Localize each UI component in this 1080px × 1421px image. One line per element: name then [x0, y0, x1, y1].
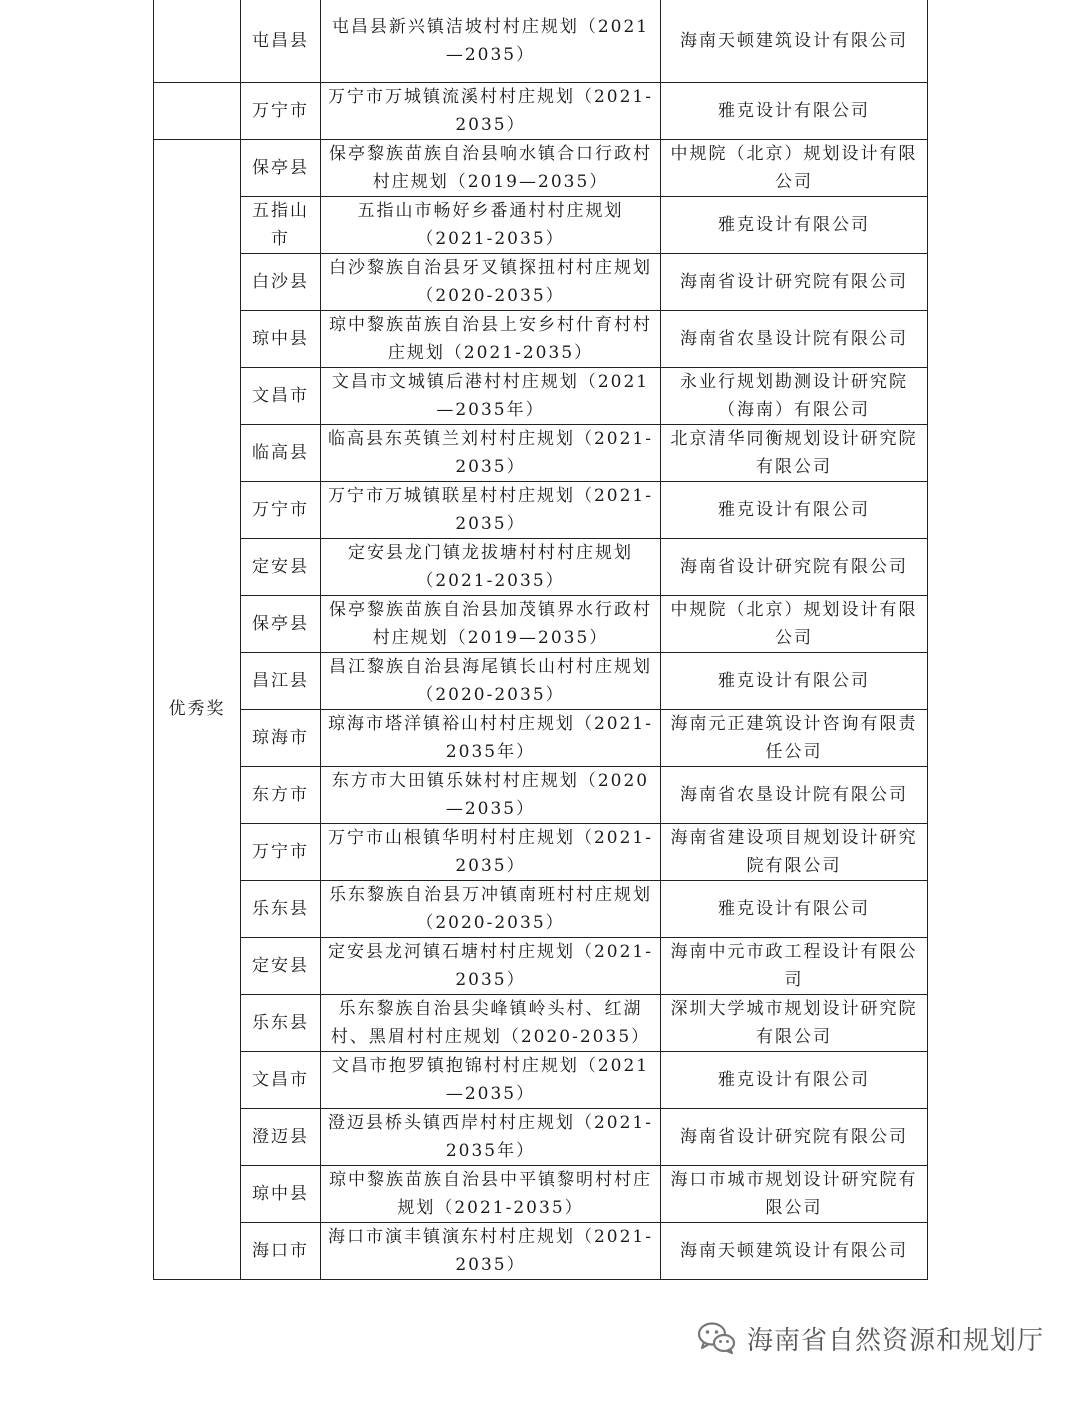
- project-cell: 保亭黎族苗族自治县加茂镇界水行政村村庄规划（2019—2035）: [321, 595, 661, 652]
- project-cell: 文昌市文城镇后港村村庄规划（2021—2035年）: [321, 367, 661, 424]
- county-cell: 昌江县: [241, 652, 321, 709]
- company-cell: 海南省建设项目规划设计研究院有限公司: [661, 823, 928, 880]
- project-cell: 定安县龙门镇龙拔塘村村村庄规划（2021-2035）: [321, 538, 661, 595]
- project-cell: 琼中黎族苗族自治县上安乡村什育村村庄规划（2021-2035）: [321, 310, 661, 367]
- project-cell: 定安县龙河镇石塘村村庄规划（2021-2035）: [321, 937, 661, 994]
- company-cell: 海南省设计研究院有限公司: [661, 1108, 928, 1165]
- county-cell: 琼中县: [241, 1165, 321, 1222]
- county-cell: 定安县: [241, 538, 321, 595]
- project-cell: 文昌市抱罗镇抱锦村村庄规划（2021—2035）: [321, 1051, 661, 1108]
- project-cell: 乐东黎族自治县尖峰镇岭头村、红湖村、黑眉村村庄规划（2020-2035）: [321, 994, 661, 1051]
- county-cell: 东方市: [241, 766, 321, 823]
- wechat-icon: [697, 1321, 737, 1355]
- county-cell: 五指山市: [241, 196, 321, 253]
- project-cell: 保亭黎族苗族自治县响水镇合口行政村村庄规划（2019—2035）: [321, 139, 661, 196]
- table-row: [154, 367, 928, 424]
- table-row: [154, 766, 928, 823]
- county-cell: 乐东县: [241, 880, 321, 937]
- company-cell: 海南中元市政工程设计有限公司: [661, 937, 928, 994]
- table-row: [154, 709, 928, 766]
- company-cell: 海南省农垦设计院有限公司: [661, 310, 928, 367]
- county-cell: 万宁市: [241, 481, 321, 538]
- table-row: [154, 1108, 928, 1165]
- county-cell: 乐东县: [241, 994, 321, 1051]
- award-cell-empty: [154, 82, 241, 139]
- table-row: [154, 1165, 928, 1222]
- company-cell: 北京清华同衡规划设计研究院有限公司: [661, 424, 928, 481]
- company-cell: 雅克设计有限公司: [661, 880, 928, 937]
- county-cell: 临高县: [241, 424, 321, 481]
- table-row: [154, 880, 928, 937]
- company-cell: 海南省设计研究院有限公司: [661, 253, 928, 310]
- award-cell-empty: [154, 0, 241, 82]
- county-cell: 保亭县: [241, 595, 321, 652]
- table-row: [154, 937, 928, 994]
- table-row: [154, 1051, 928, 1108]
- table-row: [154, 310, 928, 367]
- county-cell: 白沙县: [241, 253, 321, 310]
- table-row: [154, 82, 928, 139]
- table-row: [154, 196, 928, 253]
- project-cell: 东方市大田镇乐妹村村庄规划（2020—2035）: [321, 766, 661, 823]
- company-cell: 海南省农垦设计院有限公司: [661, 766, 928, 823]
- county-cell: 琼海市: [241, 709, 321, 766]
- project-cell: 万宁市山根镇华明村村庄规划（2021-2035）: [321, 823, 661, 880]
- table-row: [154, 481, 928, 538]
- project-cell: 琼海市塔洋镇裕山村村庄规划（2021-2035年）: [321, 709, 661, 766]
- project-cell: 琼中黎族苗族自治县中平镇黎明村村庄规划（2021-2035）: [321, 1165, 661, 1222]
- project-cell: 屯昌县新兴镇洁坡村村庄规划（2021—2035）: [321, 0, 661, 82]
- table-row: [154, 823, 928, 880]
- company-cell: 雅克设计有限公司: [661, 82, 928, 139]
- county-cell: 保亭县: [241, 139, 321, 196]
- table-row: [154, 253, 928, 310]
- county-cell: 文昌市: [241, 367, 321, 424]
- company-cell: 海南元正建筑设计咨询有限责任公司: [661, 709, 928, 766]
- company-cell: 永业行规划勘测设计研究院（海南）有限公司: [661, 367, 928, 424]
- table-row: [154, 994, 928, 1051]
- table-row: [154, 139, 928, 196]
- table-row: [154, 1222, 928, 1279]
- table-row: [154, 595, 928, 652]
- table-row: [154, 538, 928, 595]
- county-cell: 文昌市: [241, 1051, 321, 1108]
- wechat-account-watermark: [697, 1318, 1044, 1358]
- county-cell: 海口市: [241, 1222, 321, 1279]
- company-cell: 中规院（北京）规划设计有限公司: [661, 595, 928, 652]
- county-cell: 万宁市: [241, 823, 321, 880]
- account-name: 海南省自然资源和规划厅: [746, 1325, 1044, 1356]
- table-row: [154, 0, 928, 82]
- county-cell: 万宁市: [241, 82, 321, 139]
- project-cell: 万宁市万城镇联星村村庄规划（2021-2035）: [321, 481, 661, 538]
- company-cell: 中规院（北京）规划设计有限公司: [661, 139, 928, 196]
- award-list-table: [153, 0, 928, 1280]
- company-cell: 海南省设计研究院有限公司: [661, 538, 928, 595]
- company-cell: 雅克设计有限公司: [661, 481, 928, 538]
- project-cell: 临高县东英镇兰刘村村庄规划（2021-2035）: [321, 424, 661, 481]
- project-cell: 五指山市畅好乡番通村村庄规划（2021-2035）: [321, 196, 661, 253]
- project-cell: 白沙黎族自治县牙叉镇探扭村村庄规划（2020-2035）: [321, 253, 661, 310]
- project-cell: 乐东黎族自治县万冲镇南班村村庄规划（2020-2035）: [321, 880, 661, 937]
- company-cell: 海口市城市规划设计研究院有限公司: [661, 1165, 928, 1222]
- county-cell: 定安县: [241, 937, 321, 994]
- company-cell: 深圳大学城市规划设计研究院有限公司: [661, 994, 928, 1051]
- company-cell: 雅克设计有限公司: [661, 196, 928, 253]
- county-cell: 屯昌县: [241, 0, 321, 82]
- award-level-cell: 优秀奖: [154, 139, 241, 1279]
- county-cell: 澄迈县: [241, 1108, 321, 1165]
- project-cell: 万宁市万城镇流溪村村庄规划（2021-2035）: [321, 82, 661, 139]
- project-cell: 海口市演丰镇演东村村庄规划（2021-2035）: [321, 1222, 661, 1279]
- company-cell: 雅克设计有限公司: [661, 1051, 928, 1108]
- table-row: [154, 424, 928, 481]
- company-cell: 海南天顿建筑设计有限公司: [661, 1222, 928, 1279]
- company-cell: 雅克设计有限公司: [661, 652, 928, 709]
- project-cell: 昌江黎族自治县海尾镇长山村村庄规划（2020-2035）: [321, 652, 661, 709]
- table-body: [154, 0, 928, 1279]
- county-cell: 琼中县: [241, 310, 321, 367]
- company-cell: 海南天顿建筑设计有限公司: [661, 0, 928, 82]
- table-row: [154, 652, 928, 709]
- project-cell: 澄迈县桥头镇西岸村村庄规划（2021-2035年）: [321, 1108, 661, 1165]
